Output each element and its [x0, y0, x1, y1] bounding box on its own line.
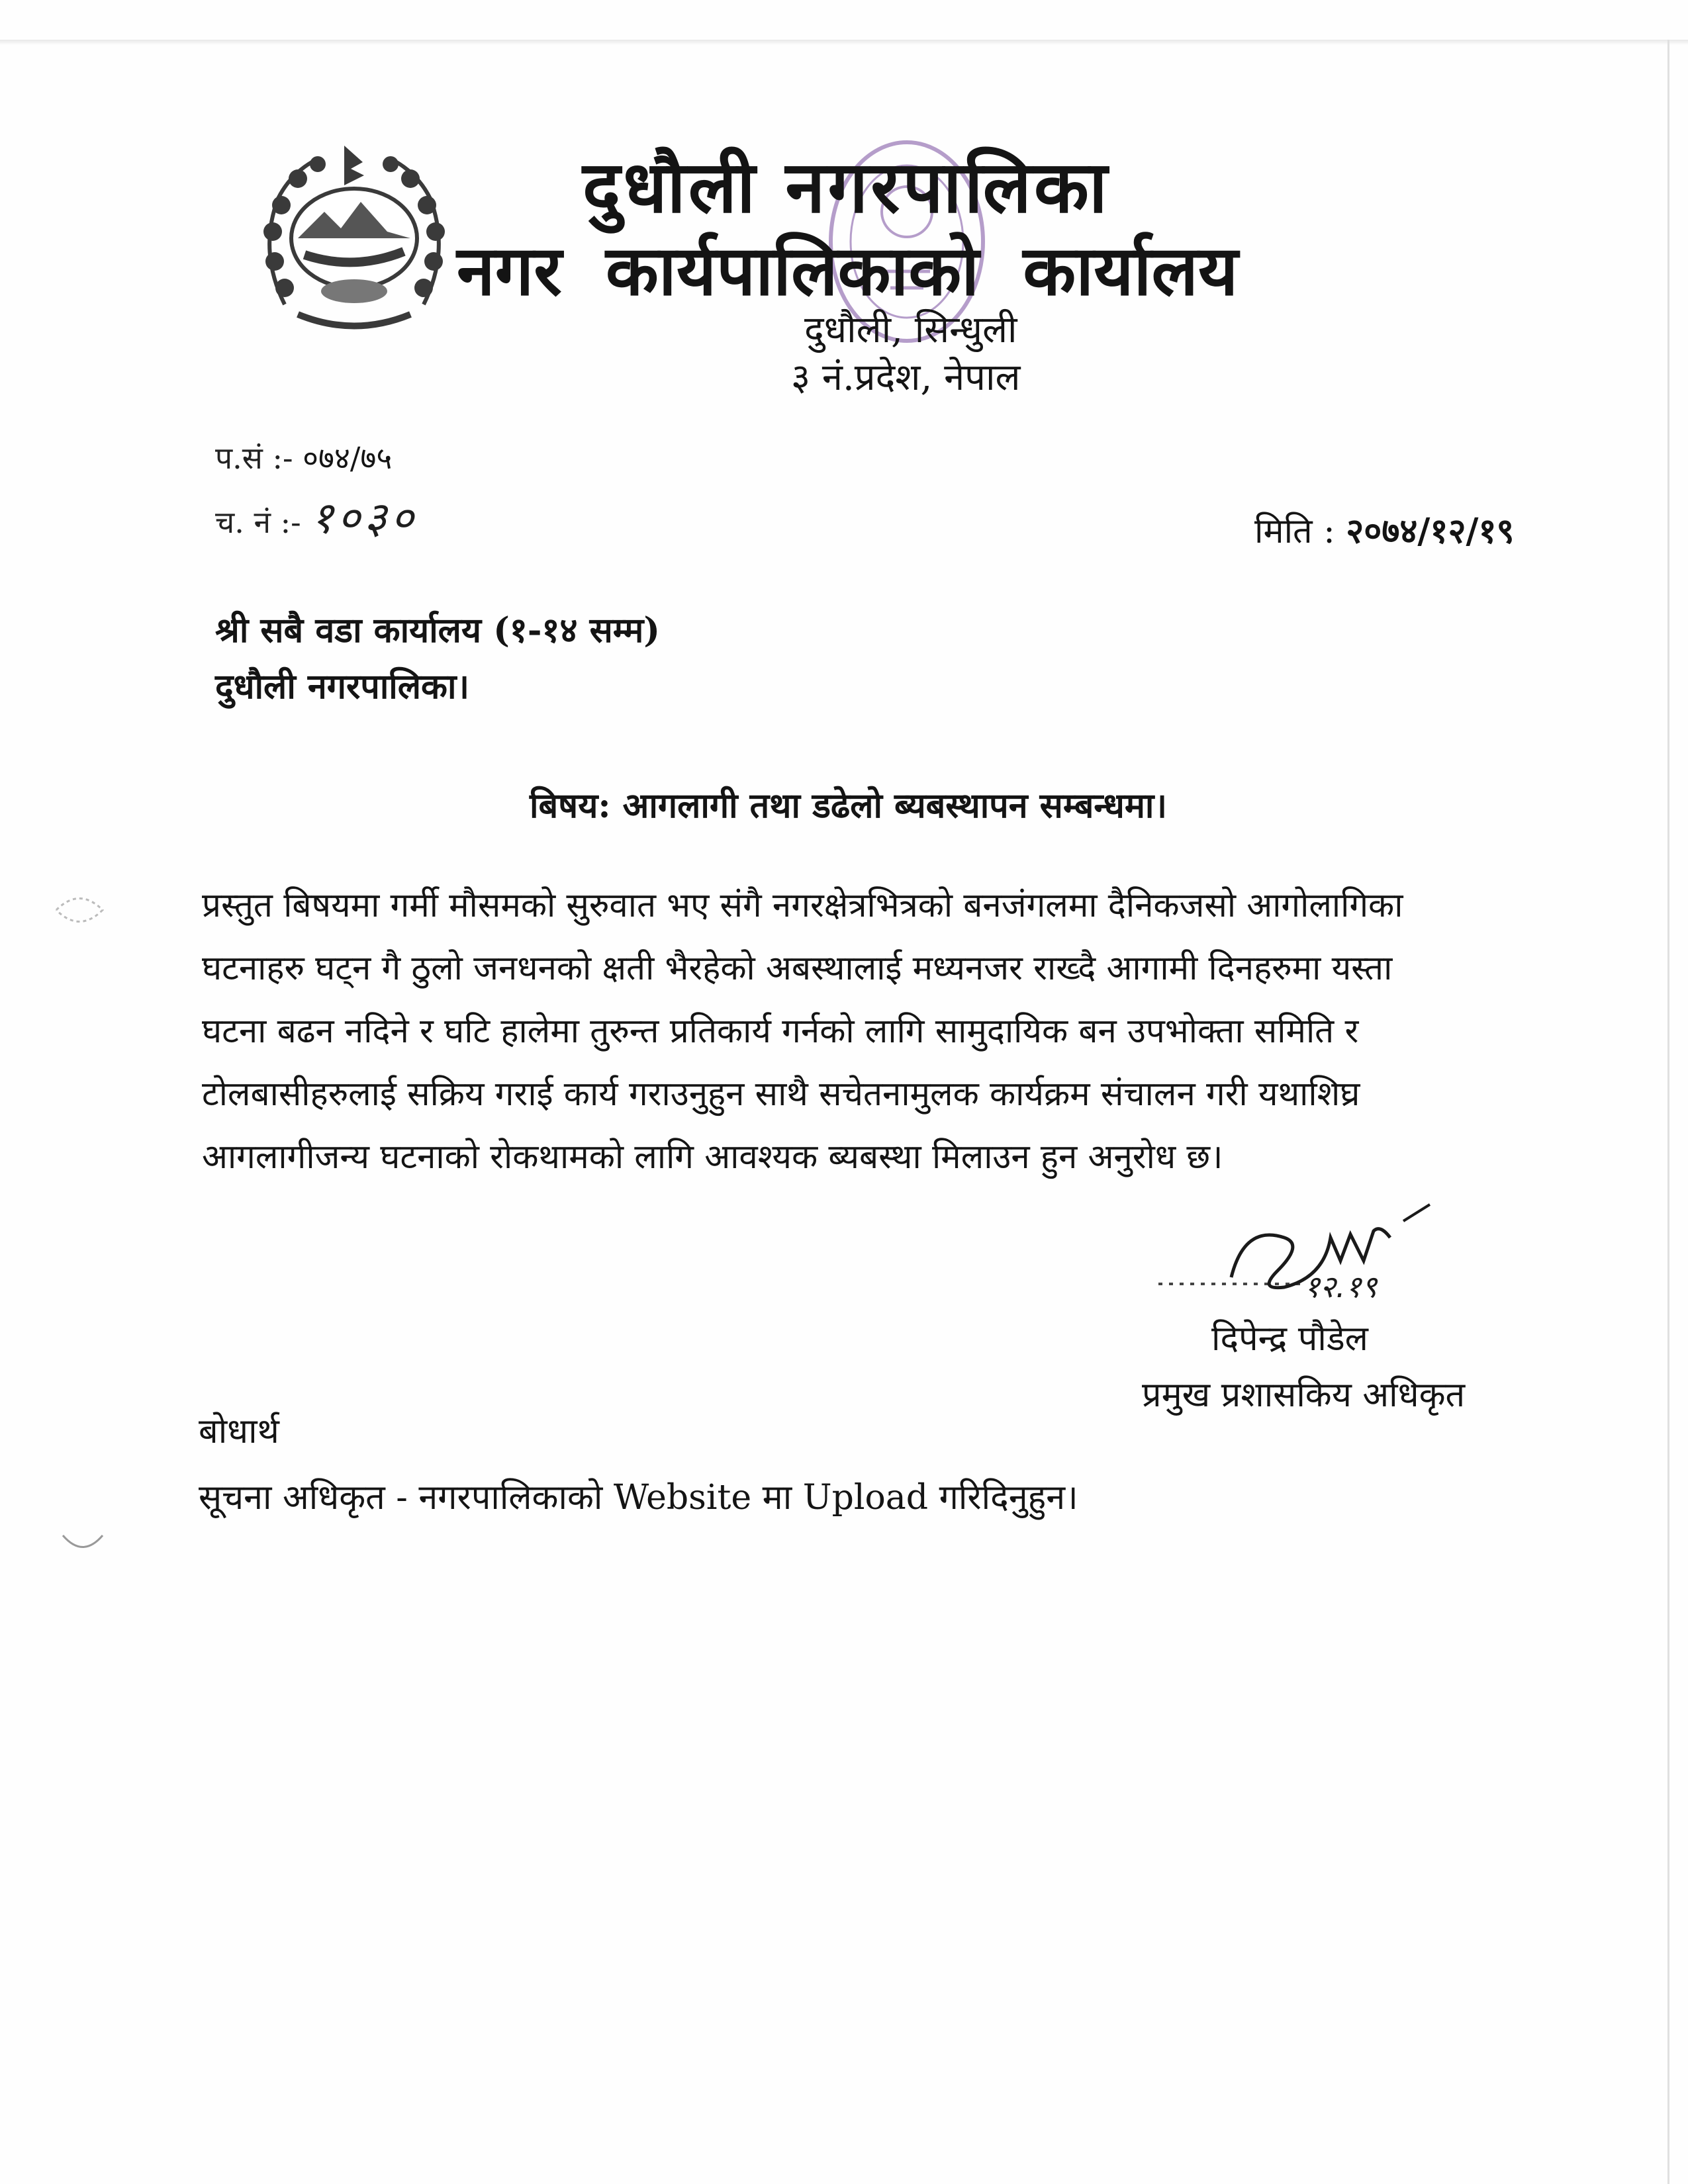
nepal-emblem-icon — [245, 139, 463, 338]
dispatch-number-ref — [215, 486, 418, 546]
addressee-line1: श्री सबै वडा कार्यालय (१-१४ सम्म) — [215, 610, 660, 651]
scan-top-edge — [0, 40, 1688, 45]
body-line: आगलागीजन्य घटनाको रोकथामको लागि आवश्यक ब्यबस्था मिलाउन हुन अनुरोध छ। — [202, 1138, 1223, 1177]
cc-text: सूचना अधिकृत - नगरपालिकाको Website मा Upload गरिदिनुहुन। — [199, 1478, 1078, 1518]
body-line: घटना बढन नदिने र घटि हालेमा तुरुन्त प्रतिकार्य गर्नको लागि सामुदायिक बन उपभोक्ता समिति र — [202, 1012, 1359, 1051]
addressee-line2: दुधौली नगरपालिका। — [215, 666, 470, 707]
fiscal-year-label: प.सं :- — [215, 440, 293, 476]
signatory-title: प्रमुख प्रशासकिय अधिकृत — [1142, 1375, 1466, 1415]
body-line: टोलबासीहरुलाई सक्रिय गराई कार्य गराउनुहुन साथै सचेतनामुलक कार्यक्रम संचालन गरी यथाशिघ्र — [202, 1075, 1360, 1114]
signature-icon — [1152, 1198, 1496, 1310]
dispatch-number-value: १०३० — [310, 492, 418, 543]
date-value: २०७४/१२/१९ — [1346, 511, 1515, 551]
signatory-name: दिपेन्द्र पौडेल — [1211, 1319, 1368, 1359]
body-line: घटनाहरु घट्न गै ठुलो जनधनको क्षती भैरहेको अबस्थालाई मध्यनजर राख्दै आगामी दिनहरुमा यस्ता — [202, 949, 1393, 988]
date-label: मिति : — [1254, 512, 1335, 551]
punch-hole-icon — [53, 1522, 113, 1562]
letter-subject: बिषय: आगलागी तथा डढेलो ब्यबस्थापन सम्बन्धमा। — [530, 786, 1168, 826]
letter-date — [1254, 506, 1515, 553]
letterhead-title: दुधौली नगरपालिका — [583, 146, 1110, 229]
fiscal-year-value: ०७४/७५ — [303, 440, 393, 476]
body-line: प्रस्तुत बिषयमा गर्मी मौसमको सुरुवात भए संगै नगरक्षेत्रभित्रको बनजंगलमा दैनिकजसो आगोलागिका — [202, 886, 1403, 925]
letterhead-address-line1: दुधौली, सिन्धुली — [804, 308, 1017, 351]
scan-right-edge — [1667, 40, 1669, 2184]
letterhead-address-line2: ३ नं.प्रदेश, नेपाल — [791, 356, 1021, 399]
cc-label: बोधार्थ — [199, 1412, 279, 1451]
punch-hole-icon — [50, 890, 109, 930]
letterhead-subtitle: नगर कार्यपालिकाको कार्यालय — [457, 230, 1239, 311]
signature-date: १२.१९ — [1304, 1269, 1378, 1304]
fiscal-year-ref — [215, 437, 392, 478]
dispatch-number-label: च. नं :- — [215, 504, 301, 540]
